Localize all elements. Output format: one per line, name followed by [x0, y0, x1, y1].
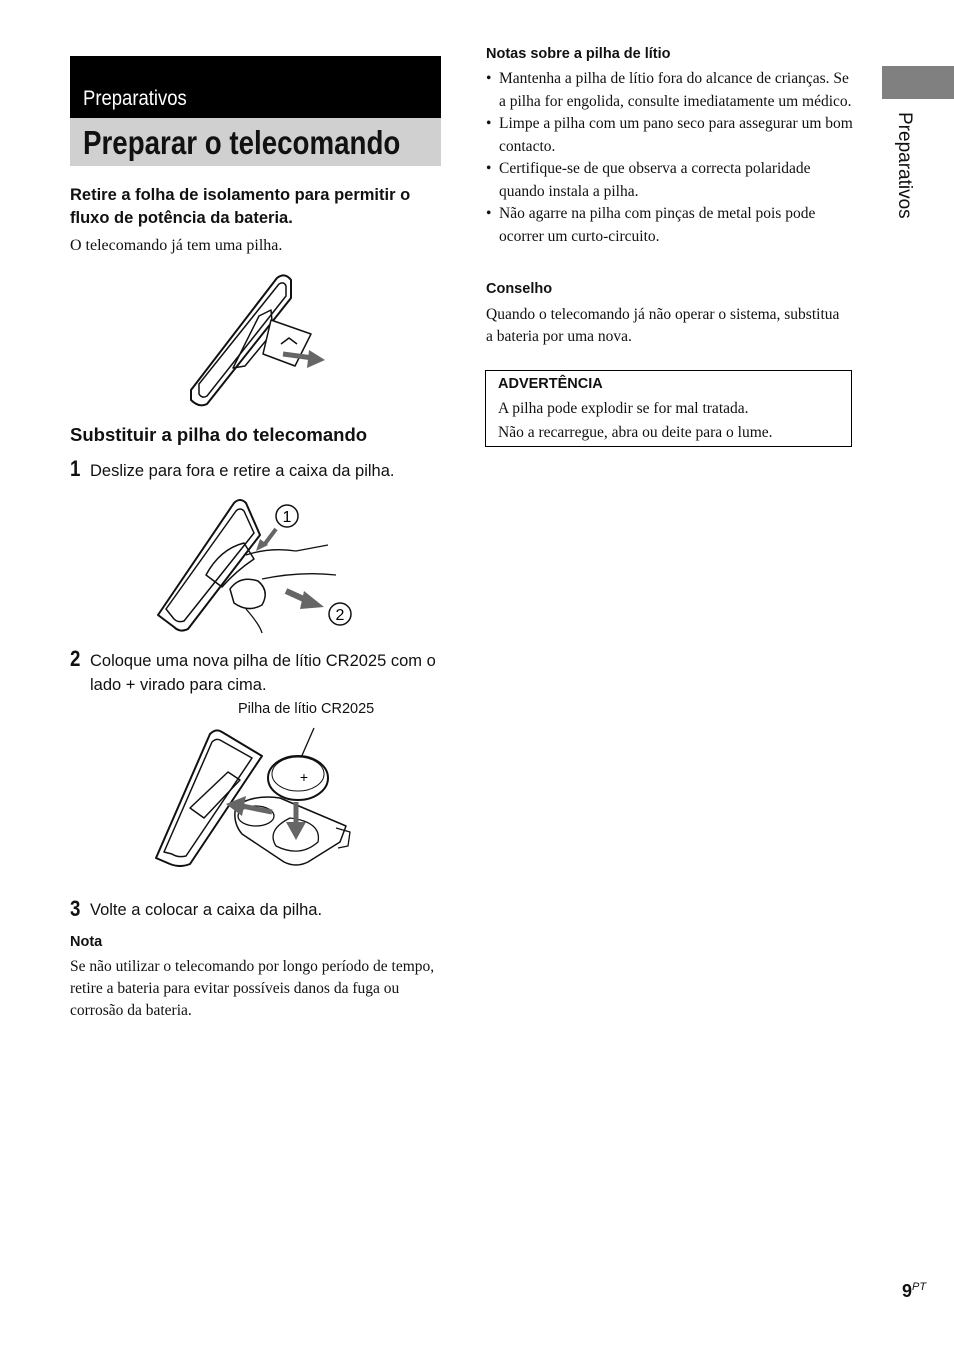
page-number [902, 1281, 926, 1302]
step-1-text: Deslize para fora e retire a caixa da pilha. [90, 462, 395, 480]
insulation-sheet-illustration [185, 272, 330, 407]
lithium-notes-list [486, 68, 856, 248]
list-item: • Limpe a pilha com um pano seco para assegurar um bom contacto. [486, 113, 856, 158]
step-2-text: Coloque uma nova pilha de lítio CR2025 com o lado + virado para cima. [90, 652, 436, 694]
page-number-suffix: PT [912, 1281, 927, 1293]
nota-heading: Nota [70, 934, 103, 950]
insert-battery-illustration [150, 722, 360, 870]
step-2-number: 2 [70, 646, 81, 671]
warning-heading: ADVERTÊNCIA [498, 376, 603, 392]
step-3-text: Volte a colocar a caixa da pilha. [90, 901, 323, 919]
side-tab-label: Preparativos [894, 112, 915, 219]
intro-instruction: Retire a folha de isolamento para permitir o fluxo de potência da bateria. [70, 186, 411, 227]
side-tab [892, 112, 916, 242]
list-item: • Mantenha a pilha de lítio fora do alcance de crianças. Se a pilha for engolida, consulte imediatamente um médico. [486, 68, 856, 113]
warning-box [485, 370, 852, 447]
list-item: • Certifique-se de que observa a correcta polaridade quando instala a pilha. [486, 158, 856, 203]
page-title: Preparar o telecomando [83, 124, 401, 161]
battery-plus-sign: + [299, 769, 309, 785]
callout-1-label: 1 [282, 509, 292, 526]
tip-heading: Conselho [486, 281, 553, 297]
remove-battery-case-illustration [150, 495, 360, 635]
warning-line-2: Não a recarregue, abra ou deite para o lume. [498, 424, 773, 441]
nota-text: Se não utilizar o telecomando por longo período de tempo, retire a bateria para evitar possíveis danos da fuga ou corrosão da bateria. [70, 958, 435, 1019]
battery-label: Pilha de lítio CR2025 [238, 701, 375, 717]
section-header [70, 56, 441, 118]
side-tab-marker [882, 66, 954, 99]
cr2025-battery [268, 756, 328, 800]
list-item: • Não agarre na pilha com pinças de metal pois pode ocorrer um curto-circuito. [486, 203, 856, 248]
replace-battery-heading: Substituir a pilha do telecomando [70, 424, 368, 445]
step-1-number: 1 [70, 456, 81, 481]
section-title: Preparativos [83, 87, 187, 110]
lithium-notes-heading: Notas sobre a pilha de lítio [486, 46, 671, 62]
tip-text: Quando o telecomando já não operar o sistema, substitua a bateria por uma nova. [486, 306, 840, 345]
warning-line-1: A pilha pode explodir se for mal tratada. [498, 400, 749, 417]
callout-2-label: 2 [335, 607, 345, 624]
page-title-bar [70, 118, 441, 166]
intro-text: O telecomando já tem uma pilha. [70, 237, 283, 254]
step-3-number: 3 [70, 896, 81, 921]
page-number-value: 9 [902, 1281, 913, 1301]
